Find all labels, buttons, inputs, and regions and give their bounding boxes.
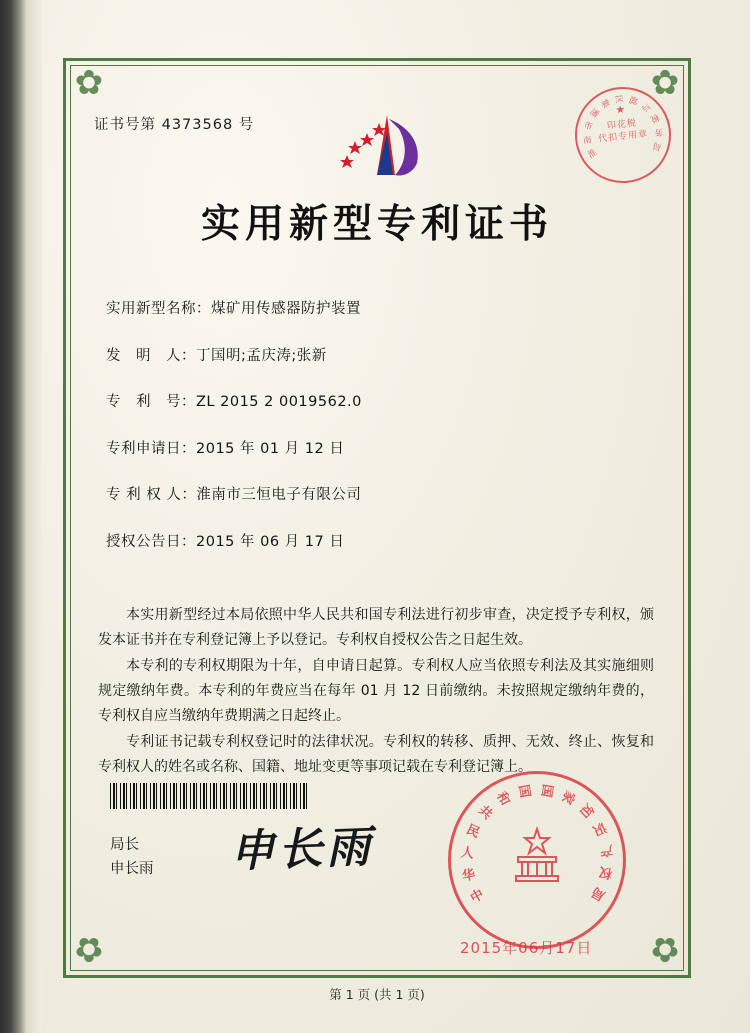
certificate-content: [70, 65, 684, 1002]
field-label: 实用新型名称：: [106, 301, 211, 317]
director-block: [110, 833, 154, 881]
page-title: 实用新型专利证书: [200, 202, 553, 247]
field-label: 专 利 权 人：: [106, 487, 197, 503]
field-label: 专利申请日：: [106, 440, 196, 457]
field-label: 专 利 号：: [106, 394, 196, 410]
stamp-star-icon: ★: [614, 102, 626, 117]
field-value: ZL 2015 2 0019562.0: [196, 394, 362, 410]
field-label: 发 明 人：: [106, 347, 196, 364]
field-value: 2015 年 06 月 17 日: [196, 533, 345, 550]
tax-stamp-ring-text: 淮 南 市 潘 集 区 越 与 税 务 局: [582, 94, 664, 161]
director-signature: 申长雨: [229, 821, 376, 878]
page-footer: 第 1 页 (共 1 页): [329, 987, 425, 1002]
corner-ornament-icon: ✿: [650, 929, 680, 969]
director-name: 申长雨: [110, 861, 154, 877]
seal-date: 2015年06月17日: [460, 939, 593, 957]
national-seal-ring-text: 中 华 人 民 共 和 国 国 家 知 识 产 权 局: [459, 782, 614, 907]
director-label: 局长: [110, 837, 139, 853]
legal-paragraph: 专利证书记载专利权登记时的法律状况。专利权的转移、质押、无效、终止、恢复和专利权人的姓名或名称、国籍、地址变更等事项记载在专利登记簿上。: [98, 734, 654, 775]
legal-text-block: [98, 603, 654, 781]
legal-paragraph: 本实用新型经过本局依照中华人民共和国专利法进行初步审查，决定授予专利权，颁发本证书并在专利登记簿上予以登记。专利权自授权公告之日起生效。: [98, 607, 654, 648]
corner-ornament-icon: ✿: [74, 929, 104, 969]
national-emblem-icon: [500, 823, 574, 897]
field-value: 淮南市三恒电子有限公司: [196, 487, 362, 503]
binding-edge-light: [26, 0, 42, 1033]
field-row: [106, 483, 646, 504]
barcode: [110, 783, 310, 809]
corner-ornament-icon: ✿: [650, 63, 680, 103]
corner-ornament-icon: ✿: [74, 63, 104, 103]
tax-stamp-center-text: 印花税 代扣专用章: [597, 118, 649, 145]
field-value: 煤矿用传感器防护装置: [211, 301, 361, 317]
binding-edge-dark: [0, 0, 26, 1033]
field-row: [106, 344, 646, 365]
national-seal-stamp: [448, 771, 626, 949]
field-row: [106, 390, 646, 411]
field-row: [106, 437, 646, 458]
field-value: 2015 年 01 月 12 日: [196, 440, 345, 457]
legal-paragraph: 本专利的专利权期限为十年，自申请日起算。专利权人应当依照专利法及其实施细则规定缴纳年费。本专利的年费应当在每年 01 月 12 日前缴纳。未按照规定缴纳年费的，专利权自应当缴纳年费期满之日起终止。: [98, 658, 654, 724]
certificate-number: 证书号第 4373568 号: [94, 117, 255, 133]
field-label: 授权公告日：: [106, 533, 196, 550]
field-value: 丁国明;孟庆涛;张新: [196, 347, 327, 364]
field-row: [106, 297, 646, 318]
field-list: [106, 297, 646, 576]
tax-stamp: [570, 82, 676, 188]
sipo-logo-icon: [325, 113, 445, 181]
field-row: [106, 530, 646, 551]
